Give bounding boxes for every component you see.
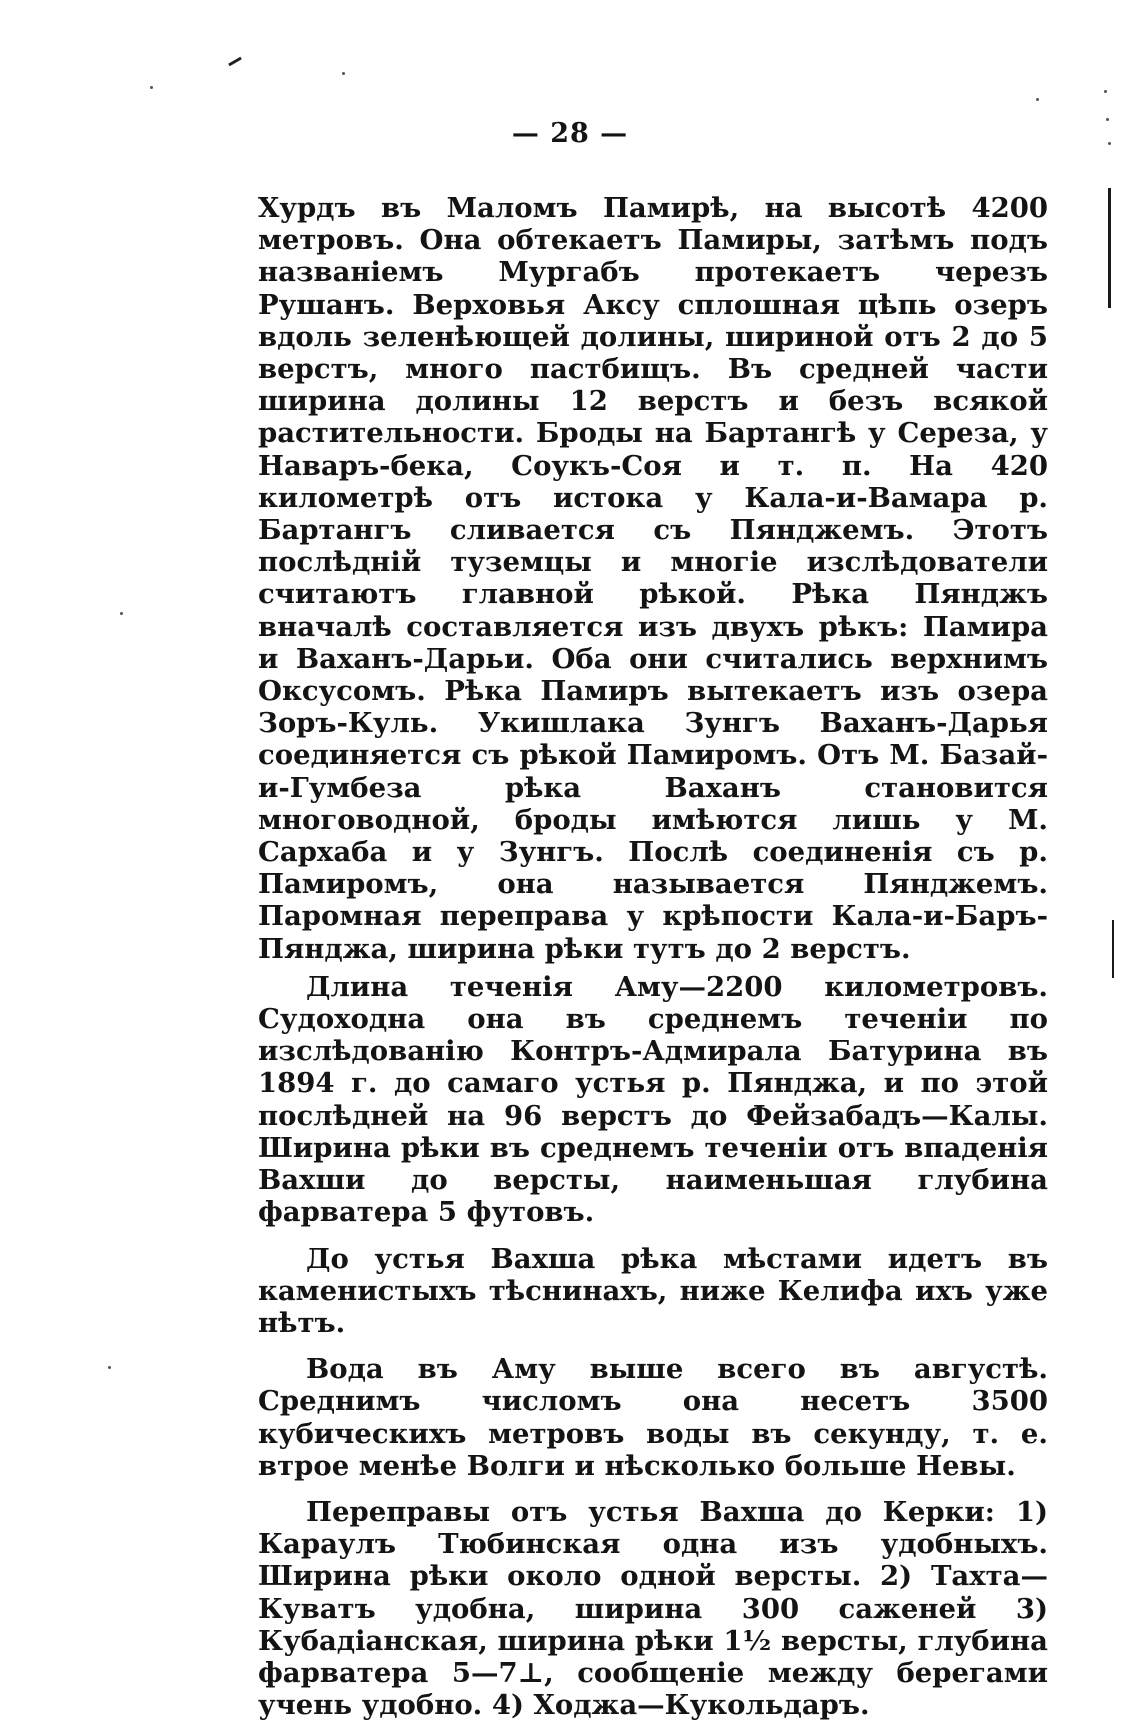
- paragraph-5: Переправы отъ устья Вахша до Керки: 1) Караулъ Тюбинская одна изъ удобныхъ. Ширина рѣки около одной версты. 2) Тахта—Куватъ удобна, ширина 300 саженей 3) Кубадіанская, ширина рѣки 1½ версты, глубина фарватера 5—7⊥, сообщеніе между берегами учень удобно. 4) Ходжа—Кукольдаръ.: [258, 1495, 1048, 1721]
- margin-rule: [1112, 920, 1114, 978]
- scan-speck: [1104, 90, 1107, 93]
- page-number: — 28 —: [511, 118, 629, 149]
- scan-speck: [120, 612, 123, 615]
- scan-speck: [1036, 98, 1039, 101]
- margin-rule: [1108, 188, 1111, 308]
- body-text: [258, 192, 1048, 1721]
- scan-speck: [108, 1366, 111, 1369]
- scan-speck: [1106, 118, 1109, 121]
- scan-speck: [342, 72, 345, 75]
- paragraph-3: До устья Вахша рѣка мѣстами идетъ въ каменистыхъ тѣснинахъ, ниже Келифа ихъ уже нѣтъ.: [258, 1242, 1048, 1339]
- paragraph-1: Хурдъ въ Маломъ Памирѣ, на высотѣ 4200 метровъ. Она обтекаетъ Памиры, затѣмъ подъ названіемъ Мургабъ протекаетъ черезъ Рушанъ. Верховья Аксу сплошная цѣпь озеръ вдоль зеленѣющей долины, шириной отъ 2 до 5 верстъ, много пастбищъ. Въ средней части ширина долины 12 верстъ и безъ всякой растительности. Броды на Бартангѣ у Сереза, у Наваръ-бека, Соукъ-Соя и т. п. На 420 километрѣ отъ истока у Кала-и-Вамара р. Бартангъ сливается съ Пянджемъ. Этотъ послѣдній туземцы и многіе изслѣдователи считаютъ главной рѣкой. Рѣка Пянджъ вначалѣ составляется изъ двухъ рѣкъ: Памира и Ваханъ-Дарьи. Оба они считались верхнимъ Оксусомъ. Рѣка Памиръ вытекаетъ изъ озера Зоръ-Куль. Укишлака Зунгъ Ваханъ-Дарья соединяется съ рѣкой Памиромъ. Отъ М. Базай-и-Гумбеза рѣка Ваханъ становится многоводной, броды имѣются лишь у М. Сархаба и у Зунгъ. Послѣ соединенія съ р. Памиромъ, она называется Пянджемъ. Паромная переправа у крѣпости Кала-и-Баръ-Пянджа, ширина рѣки тутъ до 2 верстъ.: [258, 192, 1048, 965]
- scan-speck: [1108, 142, 1111, 145]
- paragraph-2: Длина теченія Аму—2200 километровъ. Судоходна она въ среднемъ теченіи по изслѣдованію Контръ-Адмирала Батурина въ 1894 г. до самаго устья р. Пянджа, и по этой послѣдней на 96 верстъ до Фейзабадъ—Калы. Ширина рѣки въ среднемъ теченіи отъ впаденія Вахши до версты, наименьшая глубина фарватера 5 футовъ.: [258, 970, 1048, 1229]
- scan-speck: [150, 86, 153, 89]
- paragraph-4: Вода въ Аму выше всего въ августѣ. Среднимъ числомъ она несетъ 3500 кубическихъ метровъ воды въ секунду, т. е. втрое менѣе Волги и нѣсколько больше Невы.: [258, 1353, 1048, 1482]
- scan-mark: [228, 57, 242, 67]
